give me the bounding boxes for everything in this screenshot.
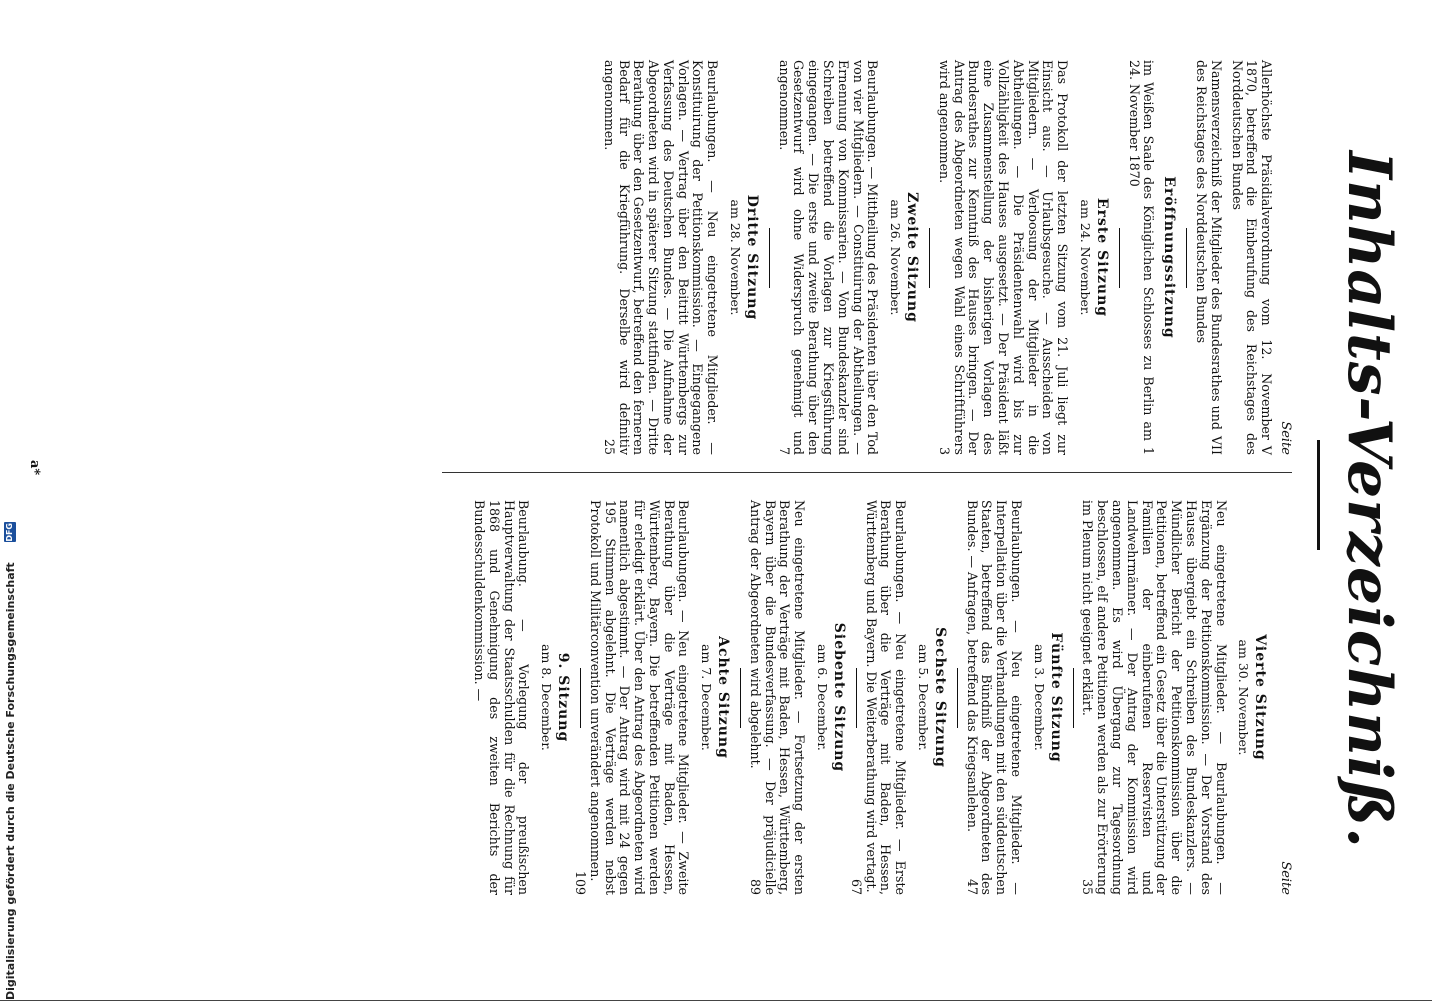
- section-rule: [1119, 228, 1120, 288]
- column-divider: [442, 472, 1292, 473]
- section-rule: [769, 228, 770, 288]
- session-date: am 5. December.: [916, 644, 932, 751]
- toc-entry: [601, 60, 719, 455]
- session-date: am 26. November.: [888, 199, 904, 316]
- entry-text: Das Protokoll der letzten Sitzung vom 21. Juli liegt zur Einsicht aus. — Urlaubsgesuche. — Ausscheiden von Mitgliedern. — Verloosung der Mitglieder in die Abtheilungen. — Die Präsidentenwahl wird bis zur Vollzähligkeit des Hauses ausgesetzt. — Der Präsident läßt eine Zusammenstellung der bisherigen Vorlagen des Bundesrathes zur Kenntniß des Hauses bringen. — Der Antrag des Abgeordneten wegen Wahl eines Schriftführers wird angenommen. 3: [936, 60, 1071, 455]
- entry-text: Neu eingetretene Mitglieder. — Fortsetzung der ersten Berathung der Verträge mit Baden, Hessen, Württemberg, Bayern über die Bundesverfassung. — Der präjudicielle Antrag der Abgeordneten wird abgelehnt. 89: [747, 500, 808, 895]
- page-number: 25: [601, 438, 617, 455]
- entry-text: Allerhöchste Präsidialverordnung vom 12. November 1870, betreffend die Einberufung des Reichstages des Norddeutschen Bundes: [1229, 60, 1275, 455]
- entry-text: Beurlaubungen. — Neu eingetretene Mitglieder. — Konstituirung der Petitionskommission. — Eingegangene Vorlagen. — Vertrag über den Beitritt Württembergs zur Verfassung des Deutschen Bundes. — Die Aufnahme der Abgeordneten wird in späterer Sitzung stattfinden. — Dritte Berathung über den Gesetzentwurf, betreffend den ferneren Bedarf für die Kriegführung. Derselbe wird definitiv angenommen. 25: [601, 60, 721, 455]
- seite-label-left: Seite: [1278, 421, 1293, 455]
- toc-entry: [747, 500, 806, 895]
- session-title: 9. Sitzung: [554, 652, 571, 743]
- signature-mark: a*: [27, 460, 42, 476]
- seite-label-right: Seite: [1278, 861, 1293, 895]
- entry-text: Beurlaubung. — Vorlegung der preußischen Hauptverwaltung der Staatsschulden für die Rechnung für 1868 und Genehmigung des zweiten Berichts der Bundesschuldenkommission. —: [471, 500, 532, 895]
- session-title: Fünfte Sitzung: [1047, 632, 1064, 763]
- left-column: [595, 60, 1292, 455]
- session-date: am 3. December.: [1031, 644, 1047, 751]
- toc-entry: [471, 500, 530, 895]
- session-title: Dritte Sitzung: [743, 194, 760, 321]
- toc-entry: [936, 60, 1069, 455]
- page-number: 89: [747, 878, 763, 895]
- page-number: 1: [1141, 446, 1157, 455]
- entry-text: im Weißen Saale des Königlichen Schlosses zu Berlin am 24. November 1870: [1126, 60, 1157, 441]
- section-rule: [1186, 228, 1187, 288]
- entry-text: Beurlaubungen. — Neu eingetretene Mitglieder. — Erste Berathung über die Verträge mit Baden, Hessen, Württemberg und Bayern. Die Weiterberathung wird vertagt. 67: [848, 500, 909, 895]
- toc-entry: [1193, 60, 1223, 455]
- session-title: Siebente Sitzung: [830, 622, 847, 773]
- entry-text: Beurlaubungen. — Neu eingetretene Mitglieder. — Interpellation über die Verhandlungen mit den süddeutschen Staaten, betreffend das Bündniß der Abgeordneten des Bundes. — Anfragen, betreffend das Kriegsanlehen. 47: [964, 500, 1025, 895]
- page-number: V: [1259, 445, 1275, 455]
- session-date: am 28. November.: [728, 199, 744, 316]
- toc-entry: [1080, 500, 1228, 895]
- entry-text: Beurlaubungen. — Neu eingetretene Mitglieder. — Zweite Berathung über die Verträge mit Baden, Hessen, Württemberg, Bayern. Die betreffenden Petitionen werden für erledigt erklärt. Über den Antrag des Abgeordneten wird namentlich abgestimmt. — Der Antrag wird mit 24 gegen 195 Stimmen abgelehnt. Die Verträge werden nebst Protokoll und Militärconvention unverändert angenommen. 109: [572, 500, 692, 895]
- toc-entry: [964, 500, 1023, 895]
- digitization-footer: [2, 0, 18, 1000]
- entry-text: Neu eingetretene Mitglieder. — Beurlaubungen. — Ergänzung der Petitionskommission. — Der Vorstand des Hauses übergiebt ein Schreiben des Bundeskanzlers. — Mündlicher Bericht der Petitionskommission über die Petitionen, betreffend ein Gesetz über die Unterstützung der Familien der einberufenen Reservisten und Landwehrmänner. — Der Antrag der Kommission wird angenommen. Es wird Übergang zur Tagesordnung beschlossen, elf andere Petitionen werden als zur Erörterung im Plenum nicht geeignet erklärt. 35: [1080, 500, 1229, 895]
- toc-entry: [1229, 60, 1273, 455]
- page-number: 47: [964, 878, 980, 895]
- toc-entry: [776, 60, 880, 455]
- entry-text: Namensverzeichniß der Mitglieder des Bundesrathes und des Reichstages des Norddeutschen Bundes: [1194, 60, 1224, 430]
- session-date: am 6. December.: [815, 644, 831, 751]
- session-date: am 8. December.: [539, 644, 555, 751]
- page-title: Inhalts-Verzeichniß.: [1334, 151, 1404, 849]
- page-number: VII: [1208, 435, 1224, 455]
- footer-text: Digitalisierung gefördert durch die Deutsche Forschungsgemeinschaft: [3, 562, 17, 1000]
- session-title: Vierte Sitzung: [1252, 634, 1269, 761]
- section-rule: [929, 228, 930, 288]
- page-number: 109: [572, 870, 588, 895]
- section-rule: [1073, 668, 1074, 728]
- toc-entry: [848, 500, 909, 895]
- dfg-logo-icon: DFG: [5, 523, 14, 542]
- session-date: am 24. November.: [1078, 199, 1094, 316]
- toc-entry: [1126, 60, 1156, 455]
- session-title: Sechste Sitzung: [931, 627, 948, 768]
- session-title: Zweite Sitzung: [904, 192, 921, 323]
- session-date: am 30. November.: [1236, 639, 1252, 756]
- title-rule: [1317, 440, 1320, 550]
- entry-text: Beurlaubungen. — Mittheilung des Präsidenten über den Tod von vier Mitgliedern. — Constituirung der Abtheilungen. — Ernennung von Kommissarien. — Vom Bundeskanzler sind Schreiben betreffend die Vorlagen zur Kriegsführung eingegangen. — Die erste und zweite Berathung über den Gesetzentwurf wird ohne Widerspruch genehmigt und angenommen. 7: [776, 60, 881, 455]
- page-number: 67: [848, 878, 864, 895]
- section-rule: [856, 668, 857, 728]
- page-number: 3: [936, 446, 952, 455]
- page-number: 7: [776, 446, 792, 455]
- page-number: 35: [1080, 878, 1096, 895]
- session-title: Achte Sitzung: [715, 636, 732, 759]
- section-heading: Eröffnungssitzung: [1161, 176, 1178, 339]
- section-rule: [580, 668, 581, 728]
- right-column: [465, 500, 1292, 895]
- session-date: am 7. December.: [699, 644, 715, 751]
- section-rule: [740, 668, 741, 728]
- session-title: Erste Sitzung: [1093, 197, 1110, 318]
- toc-entry: [572, 500, 692, 895]
- section-rule: [957, 668, 958, 728]
